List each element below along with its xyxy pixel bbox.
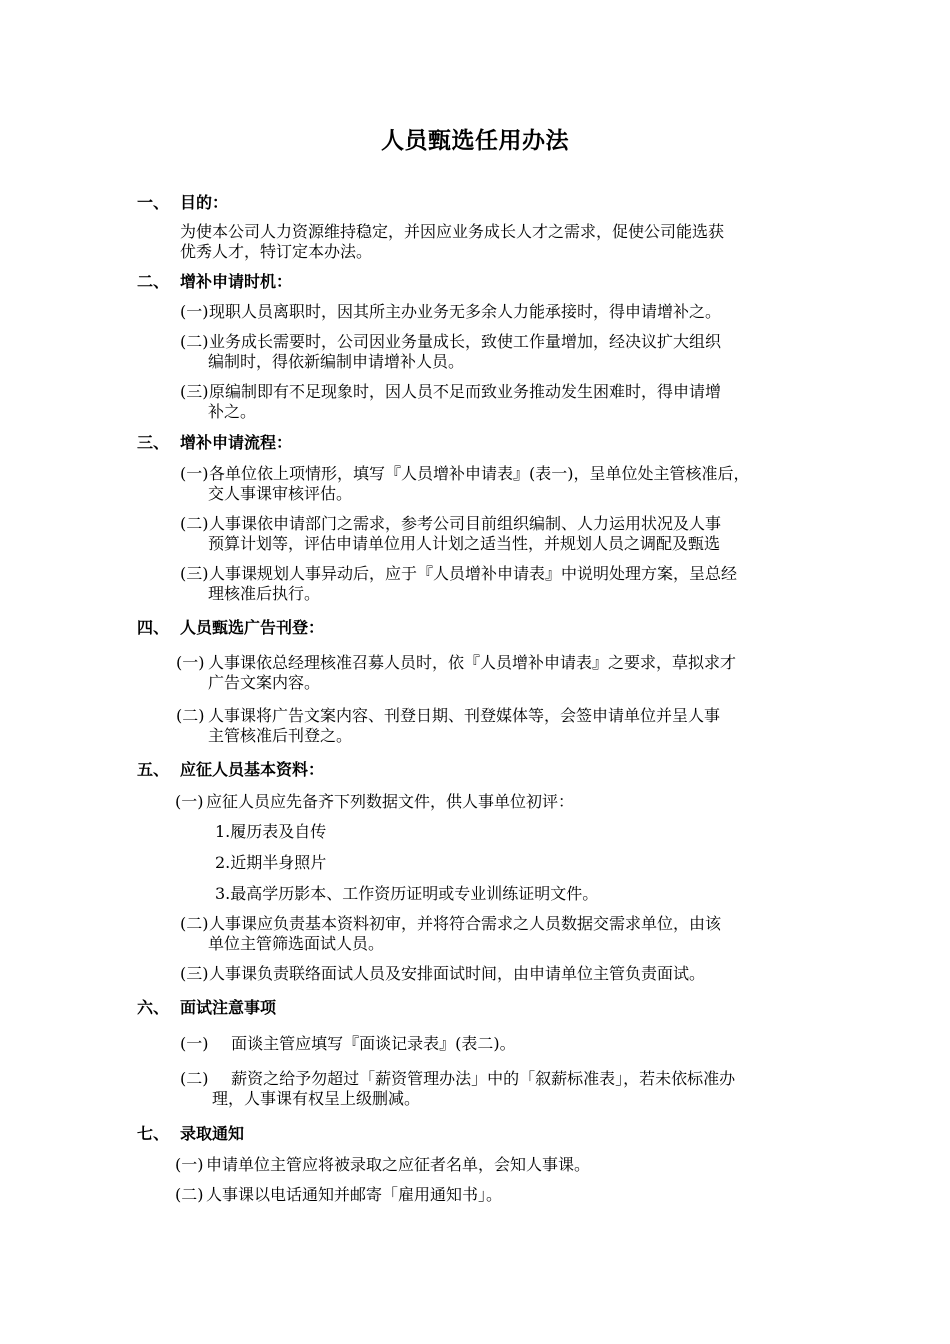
list-item [180,564,737,604]
list-item [180,464,750,504]
item-marker: (一) [180,302,209,321]
sub-list-item: 1.履历表及自传 [215,822,327,841]
list-item [176,653,736,693]
item-marker: (二) [176,706,205,725]
list-item [180,332,721,372]
sub-list-item: 2.近期半身照片 [215,853,327,872]
item-text: 交人事课审核评估。 [208,484,353,503]
list-item [175,1155,590,1175]
item-marker: (一) [175,792,204,811]
section-number: 四、 [137,618,170,637]
item-marker: (一) [176,653,205,672]
section-number: 一、 [137,193,170,212]
item-text: 人事课负责联络面试人员及安排面试时间，由申请单位主管负责面试。 [209,964,706,983]
section-title: 录取通知 [180,1124,245,1143]
section-number: 二、 [137,272,170,291]
item-text: 业务成长需要时，公司因业务量成长，致使工作量增加，经决议扩大组织 [209,332,722,351]
section-paragraph [180,222,724,262]
item-marker: (一) [180,464,209,483]
item-text: 原编制即有不足现象时，因人员不足而致业务推动发生困难时，得申请增 [209,382,722,401]
item-text: 补之。 [208,402,257,421]
item-text: 人事课依申请部门之需求，参考公司目前组织编制、人力运用状况及人事 [209,514,722,533]
item-marker: (三) [180,382,209,401]
paragraph-line: 为使本公司人力资源维持稳定，并因应业务成长人才之需求，促使公司能选获 [180,222,725,241]
section-title: 面试注意事项 [180,998,277,1017]
item-text: 预算计划等，评估申请单位用人计划之适当性，并规划人员之调配及甄选 [208,534,721,553]
item-text: 面谈主管应填写『面谈记录表』(表二)。 [210,1034,516,1053]
item-marker: (二) [180,914,209,933]
item-marker: (一) [175,1155,204,1174]
list-item [180,964,705,984]
item-marker: (二) [180,1069,209,1088]
document-title: 人员甄选任用办法 [381,128,569,154]
item-text: 主管核准后刊登之。 [208,726,353,745]
section-title: 增补申请时机： [180,272,293,291]
item-text: 申请单位主管应将被录取之应征者名单，会知人事课。 [206,1155,591,1174]
item-text: 现职人员离职时，因其所主办业务无多余人力能承接时，得申请增补之。 [209,302,722,321]
list-item [176,706,720,746]
section-number: 三、 [137,433,170,452]
item-marker: (二) [175,1185,204,1204]
item-marker: (一) [180,1034,209,1053]
section-title: 人员甄选广告刊登： [180,618,325,637]
list-item [180,302,721,322]
item-text: 人事课应负责基本资料初审，并将符合需求之人员数据交需求单位，由该 [209,914,722,933]
item-text: 广告文案内容。 [208,673,321,692]
item-text: 各单位依上项情形，填写『人员增补申请表』(表一)，呈单位处主管核准后， [209,464,750,483]
item-marker: (二) [180,332,209,351]
list-item [180,382,721,422]
section-title: 增补申请流程： [180,433,293,452]
list-item [175,792,574,812]
item-text: 编制时，得依新编制申请增补人员。 [208,352,465,371]
list-item [180,914,721,954]
section-title: 应征人员基本资料： [180,760,325,779]
item-text: 人事课依总经理核准召募人员时，依『人员增补申请表』之要求，草拟求才 [208,653,737,672]
list-item [180,514,721,554]
item-text: 人事课将广告文案内容、刊登日期、刊登媒体等，会签申请单位并呈人事 [208,706,721,725]
paragraph-line: 优秀人才，特订定本办法。 [180,242,373,261]
list-item [175,1185,502,1205]
item-marker: (三) [180,964,209,983]
sub-list-item: 3.最高学历影本、工作资历证明或专业训练证明文件。 [215,884,599,903]
item-text: 薪资之给予勿超过「薪资管理办法」中的「叙薪标准表」，若未依标准办 [210,1069,736,1088]
section-title: 目的： [180,193,229,212]
section-number: 六、 [137,998,170,1017]
item-text: 理，人事课有权呈上级删减。 [212,1089,421,1108]
item-text: 理核准后执行。 [208,584,321,603]
section-number: 五、 [137,760,170,779]
list-item [180,1069,735,1109]
item-text: 应征人员应先备齐下列数据文件，供人事单位初评： [206,792,575,811]
item-text: 人事课规划人事异动后，应于『人员增补申请表』中说明处理方案，呈总经 [209,564,738,583]
item-text: 人事课以电话通知并邮寄「雇用通知书」。 [206,1185,503,1204]
section-number: 七、 [137,1124,170,1143]
list-item [180,1034,516,1054]
item-text: 单位主管筛选面试人员。 [208,934,385,953]
item-marker: (三) [180,564,209,583]
item-marker: (二) [180,514,209,533]
